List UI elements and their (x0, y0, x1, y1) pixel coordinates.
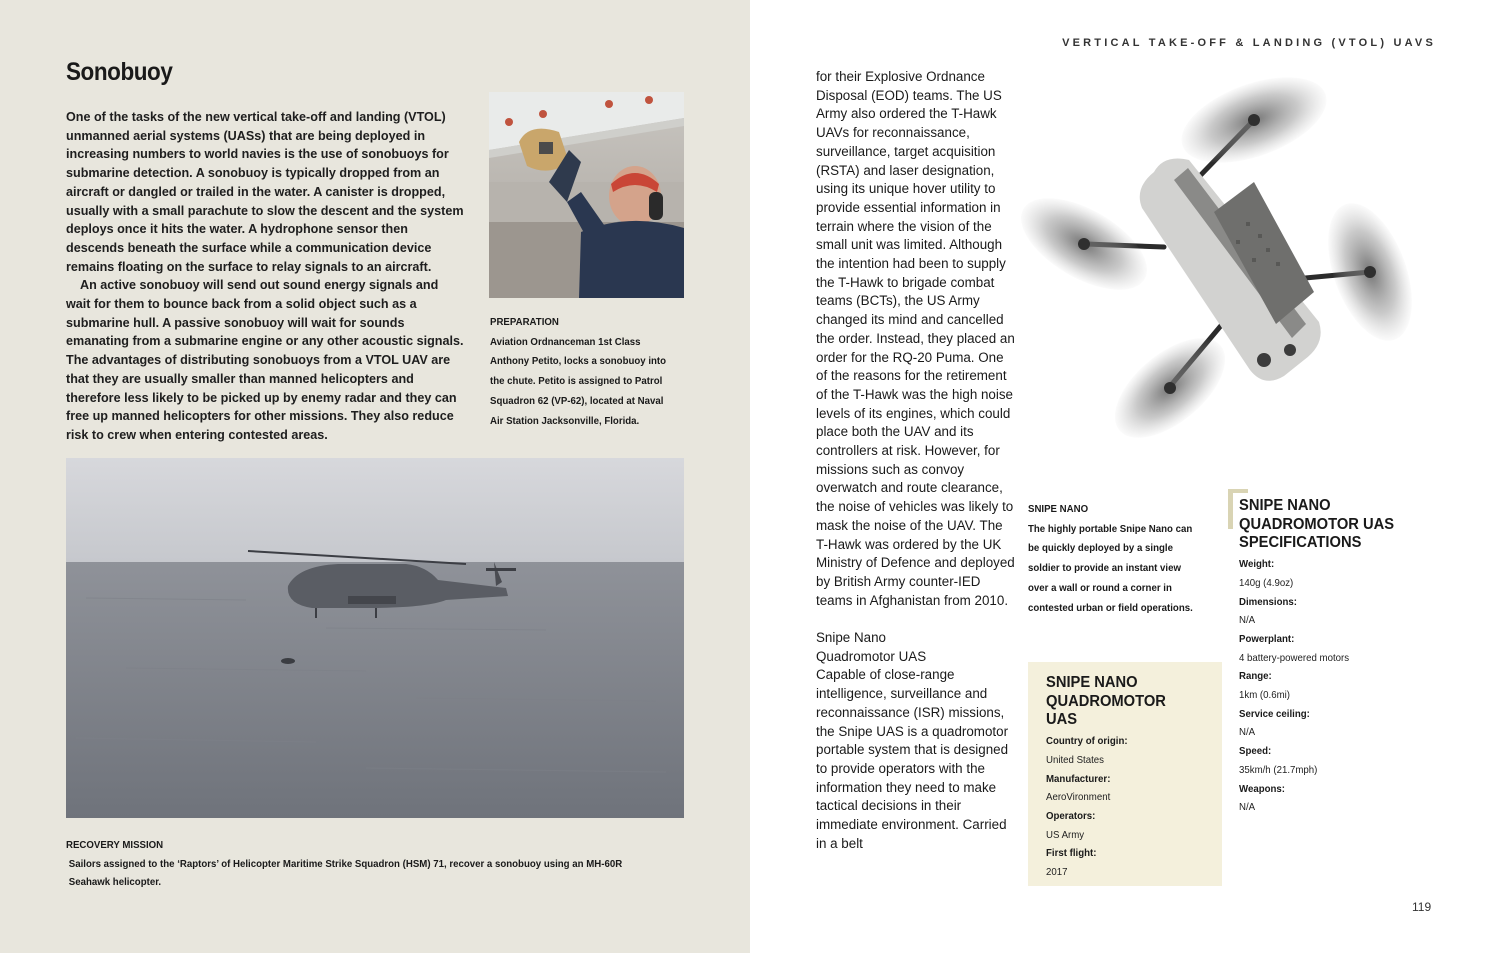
page-number: 119 (1412, 900, 1432, 914)
snipe-caption (1028, 500, 1203, 617)
specifications-list (1239, 555, 1422, 817)
spec-label: Powerplant: (1239, 632, 1295, 645)
spec-value: 4 battery-powered motors (1239, 651, 1350, 664)
spec-value: 35km/h (21.7mph) (1239, 763, 1318, 776)
specifications-title-line-1: SNIPE NANO (1239, 497, 1331, 514)
spec-label: Service ceiling: (1239, 707, 1310, 720)
section-subheading-line-2: Quadromotor UAS (816, 648, 927, 664)
sailor-photo (489, 92, 684, 298)
overview-label: First flight: (1046, 847, 1097, 860)
recovery-caption-text: Sailors assigned to the ‘Raptors’ of Helicopter Maritime Strike Squadron (HSM) 71, recover a sonobuoy using an MH-60R Seahawk helicopter. (68, 857, 623, 889)
spec-value: N/A (1239, 801, 1256, 814)
helicopter-photo (66, 458, 684, 818)
overview-label: Country of origin: (1046, 735, 1128, 748)
overview-box (1028, 662, 1222, 886)
intro-paragraph-2: An active sonobuoy will send out sound energy signals and wait for them to bounce back from a solid object such as a submarine hull. A passive sonobuoy will wait for sounds emanating from a submarine engine or any other acoustic signals. The advantages of distributing sonobuoys from a VTOL UAV are that they are usually smaller than manned helicopters and therefore less likely to be picked up by enemy radar and they can free up manned helicopters for other missions. They also reduce risk to crew when entering contested areas. (66, 278, 464, 442)
body-paragraph: for their Explosive Ordnance Disposal (EOD) teams. The US Army also ordered the T-Hawk UAVs for reconnaissance, surveillance, target acquisition (RSTA) and laser designation, using its unique hover utility to provide essential information in terrain where the vision of the small unit was limited. Although the intention had been to supply the T-Hawk to brigade combat teams (BCTs), the US Army changed its mind and cancelled the order. Instead, they placed an order for the RQ-20 Puma. One of the reasons for the retirement of the T-Hawk was the high noise levels of its engines, which could place both the UAV and its controllers at risk. However, for missions such as convoy overwatch and route clearance, the noise of vehicles was likely to mask the noise of the UAV. The T-Hawk was ordered by the UK Ministry of Defence and deployed by British Army counter-IED teams in Afghanistan from 2010. (816, 69, 1015, 608)
overview-label: Operators: (1046, 809, 1096, 822)
spec-value: N/A (1239, 614, 1256, 627)
intro-text (66, 108, 466, 445)
running-head: VERTICAL TAKE-OFF & LANDING (VTOL) UAVS (1062, 37, 1436, 49)
snipe-nano-drone-image (1014, 62, 1500, 482)
spec-label: Dimensions: (1239, 595, 1297, 608)
snipe-caption-heading: SNIPE NANO (1028, 503, 1089, 515)
preparation-caption-text: Aviation Ordnanceman 1st Class Anthony Petito, locks a sonobuoy into the chute. Petito is assigned to Patrol Squadron 62 (VP-62), located at Naval Air Station Jacksonville, Florida. (490, 335, 667, 427)
overview-box-title-line-2: QUADROMOTOR UAS (1046, 692, 1166, 729)
spec-label: Range: (1239, 670, 1272, 683)
overview-list (1046, 732, 1191, 882)
preparation-caption (490, 313, 674, 430)
spec-accent-bar (1228, 489, 1233, 529)
spec-value: 1km (0.6mi) (1239, 689, 1291, 702)
snipe-caption-text: The highly portable Snipe Nano can be quickly deployed by a single soldier to provide an instant view over a wall or round a corner in contested urban or field operations. (1028, 522, 1193, 614)
overview-value: United States (1046, 753, 1105, 766)
snipe-paragraph: Capable of close-range intelligence, surveillance and reconnaissance (ISR) missions, the Snipe UAS is a quadromotor portable system that is designed to provide operators with the information they need to make tactical decisions in their immediate environment. Carried in a belt (816, 667, 1009, 851)
spec-value: N/A (1239, 726, 1256, 739)
specifications-content (1228, 489, 1438, 817)
overview-box-title-line-1: SNIPE NANO (1046, 674, 1138, 691)
section-subheading (816, 629, 1016, 666)
recovery-caption (66, 836, 655, 892)
body-column (816, 68, 1016, 854)
spec-label: Weight: (1239, 558, 1275, 571)
overview-value: US Army (1046, 828, 1085, 841)
overview-box-title (1046, 674, 1191, 730)
spec-accent-bar-top (1228, 489, 1248, 493)
page-title: Sonobuoy (66, 58, 173, 86)
specifications-title (1239, 497, 1422, 553)
overview-label: Manufacturer: (1046, 772, 1111, 785)
overview-value: 2017 (1046, 866, 1068, 879)
specifications-panel (1228, 489, 1438, 817)
section-subheading-line-1: Snipe Nano (816, 630, 886, 646)
spec-label: Speed: (1239, 745, 1272, 758)
spec-value: 140g (4.9oz) (1239, 576, 1294, 589)
recovery-caption-heading: RECOVERY MISSION (66, 839, 164, 851)
preparation-caption-heading: PREPARATION (490, 316, 559, 328)
specifications-title-line-2: QUADROMOTOR UAS (1239, 515, 1395, 533)
specifications-title-line-3: SPECIFICATIONS (1239, 534, 1362, 552)
overview-value: AeroVironment (1046, 791, 1111, 804)
spec-label: Weapons: (1239, 782, 1285, 795)
intro-paragraph-1: One of the tasks of the new vertical take-off and landing (VTOL) unmanned aerial systems (UASs) that are being deployed in increasing numbers to world navies is the use of sonobuoys for submarine detection. A sonobuoy is typically dropped from an aircraft or dangled or trailed in the water. A canister is dropped, usually with a small parachute to slow the descent and the system deploys once it hits the water. A hydrophone sensor then descends beneath the surface while a communication device remains floating on the surface to relay signals to an aircraft. (66, 110, 464, 274)
